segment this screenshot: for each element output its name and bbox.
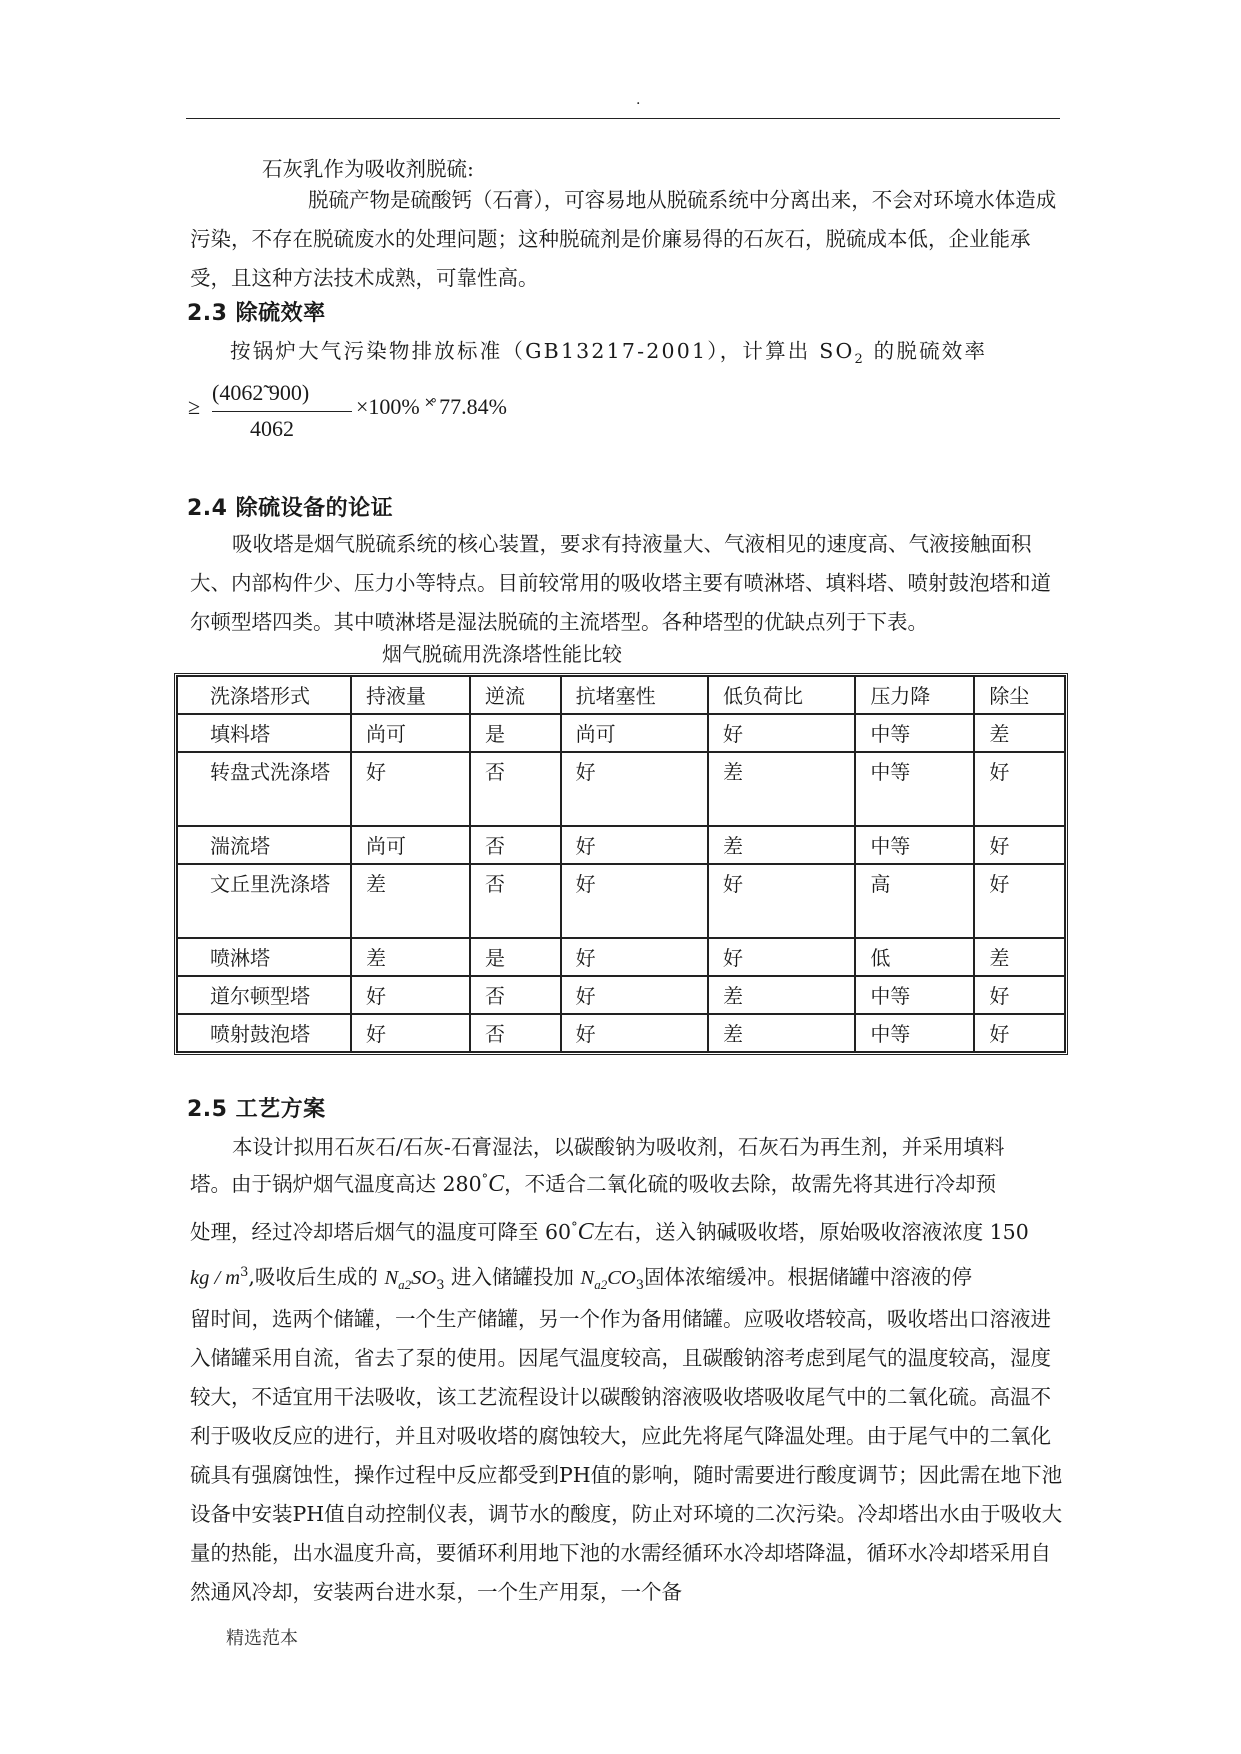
table-header-cell: 抗堵塞性 bbox=[561, 676, 708, 714]
table-cell: 好 bbox=[351, 1014, 470, 1052]
table-cell: 好 bbox=[561, 1014, 708, 1052]
header-rule bbox=[186, 118, 1060, 119]
table-row bbox=[177, 864, 1065, 938]
table-cell: 差 bbox=[708, 1014, 855, 1052]
table-header-cell: 逆流 bbox=[470, 676, 561, 714]
table-cell: 中等 bbox=[855, 976, 974, 1014]
s25-paragraph-rest: 留时间，选两个储罐，一个生产储罐，另一个作为备用储罐。应吸收塔较高，吸收塔出口溶液进入储罐采用自流，省去了泵的使用。因尾气温度较高，且碳酸钠溶考虑到尾气的温度较高，湿度较大，不适宜用干法吸收，该工艺流程设计以碳酸钠溶液吸收塔吸收尾气中的二氧化硫。高温不利于吸收反应的进行，并且对吸收塔的腐蚀较大，应此先将尾气降温处理。由于尾气中的二氧化硫具有强腐蚀性，操作过程中反应都受到PH值的影响，随时需要进行酸度调节；因此需在地下池设备中安装PH值自动控制仪表，调节水的酸度，防止对环境的二次污染。冷却塔出水由于吸收大量的热能，出水温度升高，要循环利用地下池的水需经循环水冷却塔降温，循环水冷却塔采用自然通风冷却，安装两台进水泵，一个生产用泵，一个备 bbox=[190, 1307, 1063, 1604]
table-cell: 尚可 bbox=[351, 826, 470, 864]
table-header-cell: 低负荷比 bbox=[708, 676, 855, 714]
table-header-cell: 除尘 bbox=[974, 676, 1065, 714]
formula-numerator: (4062̃ 900) bbox=[212, 380, 310, 405]
table-cell: 中等 bbox=[855, 714, 974, 752]
table-cell: 好 bbox=[974, 976, 1065, 1014]
table-cell: 喷淋塔 bbox=[177, 938, 351, 976]
table-cell: 是 bbox=[470, 938, 561, 976]
table-cell: 填料塔 bbox=[177, 714, 351, 752]
table-cell: 差 bbox=[708, 826, 855, 864]
table-cell: 好 bbox=[561, 976, 708, 1014]
table-cell: 道尔顿型塔 bbox=[177, 976, 351, 1014]
table-cell: 好 bbox=[351, 752, 470, 826]
intro-title: 石灰乳作为吸收剂脱硫: bbox=[262, 157, 474, 181]
heading-2-5: 2.5 工艺方案 bbox=[187, 1097, 326, 1122]
table-cell: 好 bbox=[974, 826, 1065, 864]
table-cell: 好 bbox=[708, 864, 855, 938]
formula-ge: ≥ bbox=[188, 394, 201, 419]
table-row bbox=[177, 1014, 1065, 1052]
table-row bbox=[177, 826, 1065, 864]
footer-text: 精选范本 bbox=[226, 1628, 298, 1649]
table-cell: 好 bbox=[708, 714, 855, 752]
s25-line-1: 本设计拟用石灰石/石灰-石膏湿法，以碳酸钠为吸收剂，石灰石为再生剂，并采用填料 bbox=[232, 1135, 1005, 1159]
table-cell: 低 bbox=[855, 938, 974, 976]
table-cell: 差 bbox=[974, 938, 1065, 976]
heading-2-3: 2.3 除硫效率 bbox=[187, 301, 326, 326]
comparison-table bbox=[174, 673, 1068, 1055]
table-cell: 中等 bbox=[855, 752, 974, 826]
header-dot: . bbox=[636, 92, 641, 108]
table-caption: 烟气脱硫用洗涤塔性能比较 bbox=[382, 642, 622, 666]
table-cell: 高 bbox=[855, 864, 974, 938]
table-cell: 尚可 bbox=[351, 714, 470, 752]
table-cell: 差 bbox=[351, 864, 470, 938]
table-header-cell: 压力降 bbox=[855, 676, 974, 714]
s25-line-3: 处理，经过冷却塔后烟气的温度可降至 60°C左右，送入钠碱吸收塔，原始吸收溶液浓度 150 bbox=[190, 1219, 1029, 1245]
table-row bbox=[177, 752, 1065, 826]
table-cell: 好 bbox=[561, 938, 708, 976]
fraction-bar bbox=[212, 411, 352, 412]
table-cell: 否 bbox=[470, 976, 561, 1014]
table-cell: 中等 bbox=[855, 826, 974, 864]
table-cell: 否 bbox=[470, 1014, 561, 1052]
table-header-cell: 持液量 bbox=[351, 676, 470, 714]
table-row bbox=[177, 714, 1065, 752]
formula-rest: ×100% ˟̊ 77.84% bbox=[356, 394, 507, 419]
formula-denominator: 4062 bbox=[250, 416, 294, 441]
table-cell: 好 bbox=[351, 976, 470, 1014]
table-cell: 好 bbox=[708, 938, 855, 976]
table-cell: 湍流塔 bbox=[177, 826, 351, 864]
table-cell: 差 bbox=[351, 938, 470, 976]
table-cell: 转盘式洗涤塔 bbox=[177, 752, 351, 826]
table-cell: 好 bbox=[561, 752, 708, 826]
table-cell: 差 bbox=[974, 714, 1065, 752]
table-cell: 好 bbox=[974, 1014, 1065, 1052]
table-cell: 尚可 bbox=[561, 714, 708, 752]
table-cell: 好 bbox=[974, 752, 1065, 826]
table-cell: 好 bbox=[561, 864, 708, 938]
table-cell: 中等 bbox=[855, 1014, 974, 1052]
s24-paragraph: 吸收塔是烟气脱硫系统的核心装置，要求有持液量大、气液相见的速度高、气液接触面积大、内部构件少、压力小等特点。目前较常用的吸收塔主要有喷淋塔、填料塔、喷射鼓泡塔和道尔顿型塔四类。其中喷淋塔是湿法脱硫的主流塔型。各种塔型的优缺点列于下表。 bbox=[190, 532, 1051, 634]
table-cell: 文丘里洗涤塔 bbox=[177, 864, 351, 938]
table-row bbox=[177, 938, 1065, 976]
s23-text: 按锅炉大气污染物排放标准（GB13217-2001），计算出 $SO_2$ 的脱硫效率 bbox=[230, 339, 988, 368]
table-cell: 否 bbox=[470, 752, 561, 826]
table-cell: 差 bbox=[708, 752, 855, 826]
table-cell: 否 bbox=[470, 826, 561, 864]
table-row bbox=[177, 976, 1065, 1014]
table-cell: 否 bbox=[470, 864, 561, 938]
intro-paragraph: 脱硫产物是硫酸钙（石膏），可容易地从脱硫系统中分离出来，不会对环境水体造成污染，不存在脱硫废水的处理问题；这种脱硫剂是价廉易得的石灰石，脱硫成本低，企业能承受，且这种方法技术成熟，可靠性高。 bbox=[190, 188, 1057, 290]
table-header-cell: 洗涤塔形式 bbox=[177, 676, 351, 714]
table-cell: 好 bbox=[561, 826, 708, 864]
table-cell: 喷射鼓泡塔 bbox=[177, 1014, 351, 1052]
heading-2-4: 2.4 除硫设备的论证 bbox=[187, 496, 394, 521]
table-cell: 好 bbox=[974, 864, 1065, 938]
s25-line-2: 塔。由于锅炉烟气温度高达 280°C，不适合二氧化硫的吸收去除，故需先将其进行冷却预 bbox=[190, 1171, 997, 1197]
table-cell: 是 bbox=[470, 714, 561, 752]
s25-line-4: kg / $m^3$,吸收后生成的 $N_{a2}SO_3$ 进入储罐投加 $N_{a2}CO_3$固体浓缩缓冲。根据储罐中溶液的停 bbox=[190, 1265, 972, 1294]
table-header-row bbox=[177, 676, 1065, 714]
table-cell: 差 bbox=[708, 976, 855, 1014]
